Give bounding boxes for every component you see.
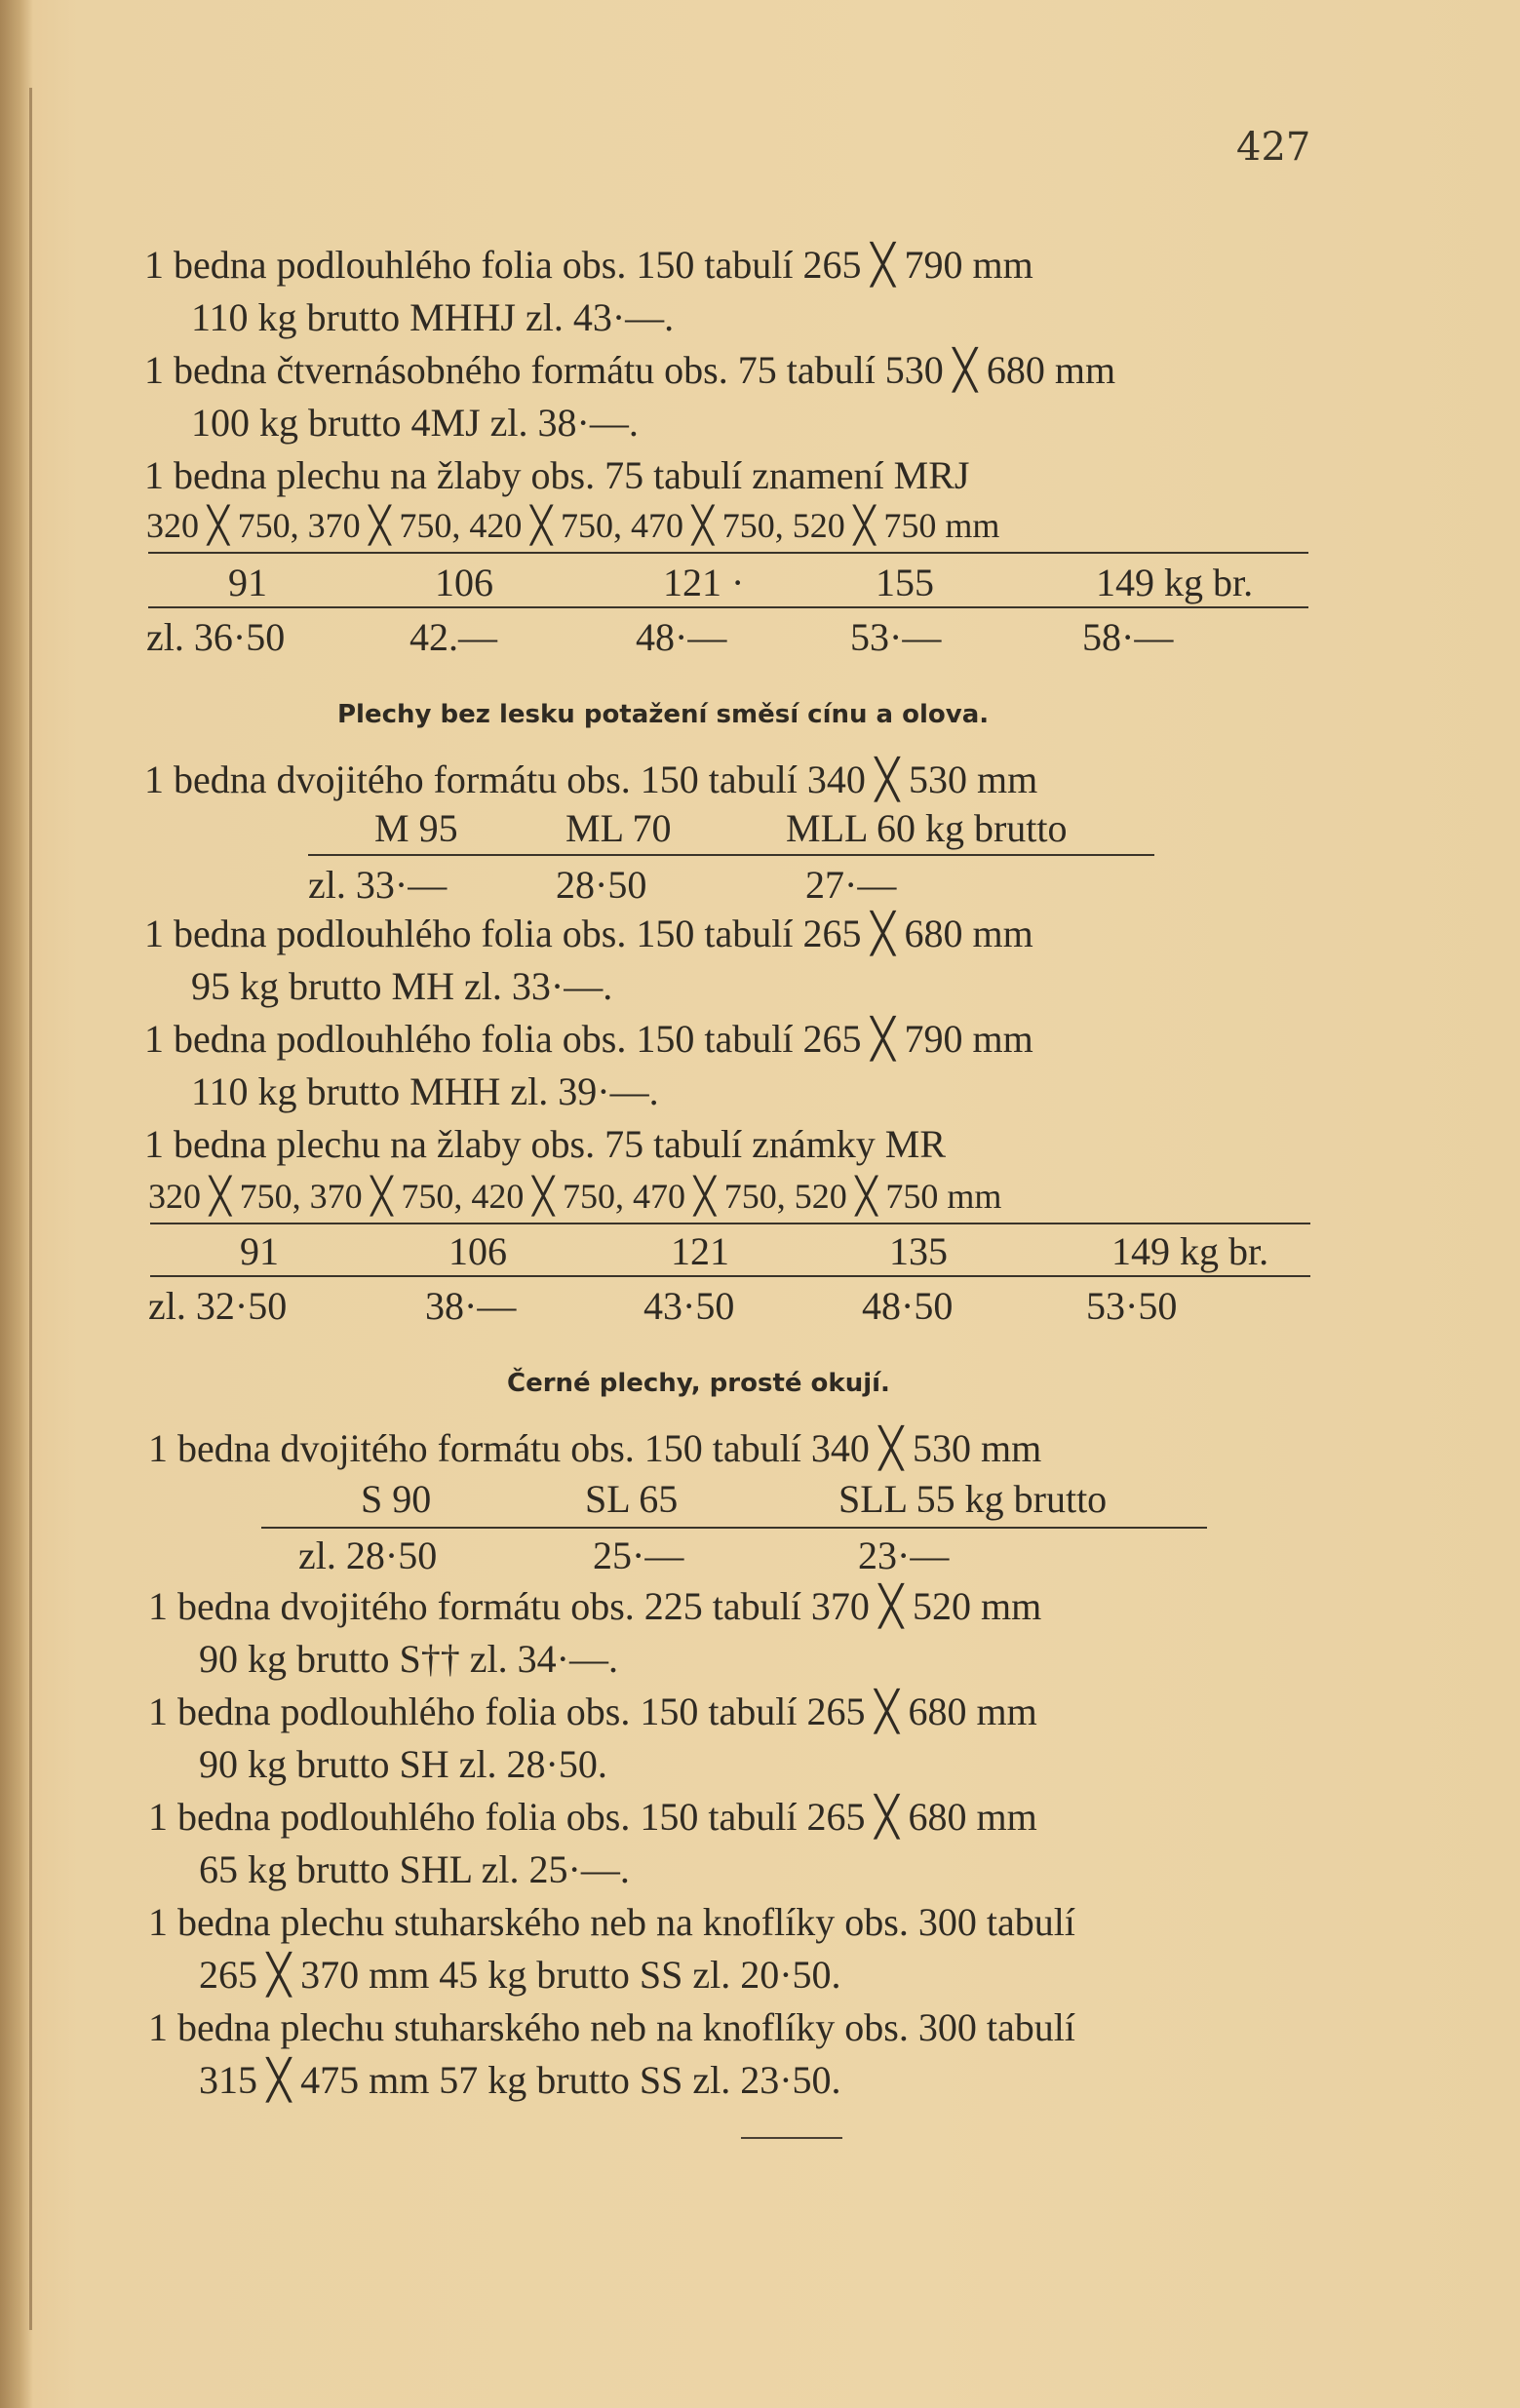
price-cell: 38·— (425, 1284, 517, 1328)
weight-cell: 91 (228, 561, 267, 604)
text-line: 90 kg brutto S†† zl. 34·—. (199, 1637, 618, 1681)
text-line: 1 bedna podlouhlého folia obs. 150 tabulí 265 ╳ 790 mm (144, 1017, 1033, 1061)
table-rule (150, 1275, 1310, 1277)
text-line: 1 bedna dvojitého formátu obs. 150 tabulí 340 ╳ 530 mm (144, 757, 1038, 801)
section-heading: Plechy bez lesku potažení směsí cínu a olova. (337, 700, 990, 729)
text-line: 100 kg brutto 4MJ zl. 38·—. (191, 401, 639, 445)
text-line: 315 ╳ 475 mm 57 kg brutto SS zl. 23·50. (199, 2058, 841, 2102)
text-line: 1 bedna dvojitého formátu obs. 225 tabulí 370 ╳ 520 mm (148, 1584, 1042, 1628)
table-rule (261, 1527, 1207, 1529)
weight-cell: 149 kg br. (1111, 1229, 1269, 1273)
text-line: 65 kg brutto SHL zl. 25·—. (199, 1847, 630, 1891)
text-line: 110 kg brutto MHH zl. 39·—. (191, 1069, 659, 1113)
text-line: 1 bedna podlouhlého folia obs. 150 tabulí 265 ╳ 680 mm (144, 912, 1033, 955)
weight-cell: 135 (889, 1229, 948, 1273)
grade-cell: SL 65 (585, 1477, 679, 1521)
text-line: 1 bedna podlouhlého folia obs. 150 tabulí 265 ╳ 680 mm (148, 1795, 1037, 1839)
price-cell: 28·50 (556, 863, 647, 907)
price-cell: zl. 33·— (308, 863, 448, 907)
weight-cell: 121 · (663, 561, 745, 604)
text-line: 1 bedna plechu na žlaby obs. 75 tabulí známky MR (144, 1122, 947, 1166)
price-cell: 23·— (858, 1534, 950, 1577)
end-rule (741, 2137, 842, 2139)
price-cell: 48·50 (862, 1284, 954, 1328)
text-line: 1 bedna podlouhlého folia obs. 150 tabulí 265 ╳ 680 mm (148, 1689, 1037, 1733)
text-line: 1 bedna čtvernásobného formátu obs. 75 tabulí 530 ╳ 680 mm (144, 348, 1116, 392)
weight-cell: 106 (435, 561, 493, 604)
weight-cell: 121 (671, 1229, 729, 1273)
price-cell: zl. 36·50 (146, 615, 286, 659)
price-cell: 43·50 (643, 1284, 735, 1328)
page-number: 427 (1236, 125, 1311, 170)
weight-cell: 91 (240, 1229, 279, 1273)
table-rule (148, 606, 1308, 608)
section-heading: Černé plechy, prosté okují. (507, 1369, 890, 1398)
text-line: 95 kg brutto MH zl. 33·—. (191, 964, 613, 1008)
price-cell: 25·— (593, 1534, 684, 1577)
price-cell: 53·50 (1086, 1284, 1178, 1328)
price-cell: 48·— (636, 615, 727, 659)
book-spine-shadow (0, 0, 33, 2408)
grade-cell: MLL 60 kg brutto (786, 806, 1068, 850)
text-line: 1 bedna podlouhlého folia obs. 150 tabulí 265 ╳ 790 mm (144, 243, 1033, 287)
text-line: 320 ╳ 750, 370 ╳ 750, 420 ╳ 750, 470 ╳ 750, 520 ╳ 750 mm (146, 506, 1000, 545)
text-line: 1 bedna plechu na žlaby obs. 75 tabulí znamení MRJ (144, 453, 970, 497)
text-line: 1 bedna dvojitého formátu obs. 150 tabulí 340 ╳ 530 mm (148, 1426, 1042, 1470)
grade-cell: ML 70 (565, 806, 672, 850)
text-line: 320 ╳ 750, 370 ╳ 750, 420 ╳ 750, 470 ╳ 750, 520 ╳ 750 mm (148, 1177, 1002, 1216)
price-cell: 27·— (805, 863, 897, 907)
text-line: 1 bedna plechu stuharského neb na knoflíky obs. 300 tabulí (148, 2005, 1075, 2049)
grade-cell: SLL 55 kg brutto (838, 1477, 1108, 1521)
grade-cell: S 90 (361, 1477, 432, 1521)
weight-cell: 106 (448, 1229, 507, 1273)
text-line: 1 bedna plechu stuharského neb na knoflíky obs. 300 tabulí (148, 1900, 1075, 1944)
weight-cell: 149 kg br. (1096, 561, 1254, 604)
text-line: 90 kg brutto SH zl. 28·50. (199, 1742, 607, 1786)
text-line: 110 kg brutto MHHJ zl. 43·—. (191, 295, 675, 339)
table-rule (150, 1223, 1310, 1224)
price-cell: 53·— (850, 615, 942, 659)
price-cell: zl. 32·50 (148, 1284, 288, 1328)
price-cell: 42.— (409, 615, 497, 659)
price-cell: 58·— (1082, 615, 1174, 659)
grade-cell: M 95 (374, 806, 458, 850)
table-rule (308, 854, 1154, 856)
text-line: 265 ╳ 370 mm 45 kg brutto SS zl. 20·50. (199, 1953, 841, 1997)
table-rule (148, 552, 1308, 554)
gutter-line (29, 88, 32, 2330)
price-cell: zl. 28·50 (298, 1534, 438, 1577)
weight-cell: 155 (876, 561, 934, 604)
